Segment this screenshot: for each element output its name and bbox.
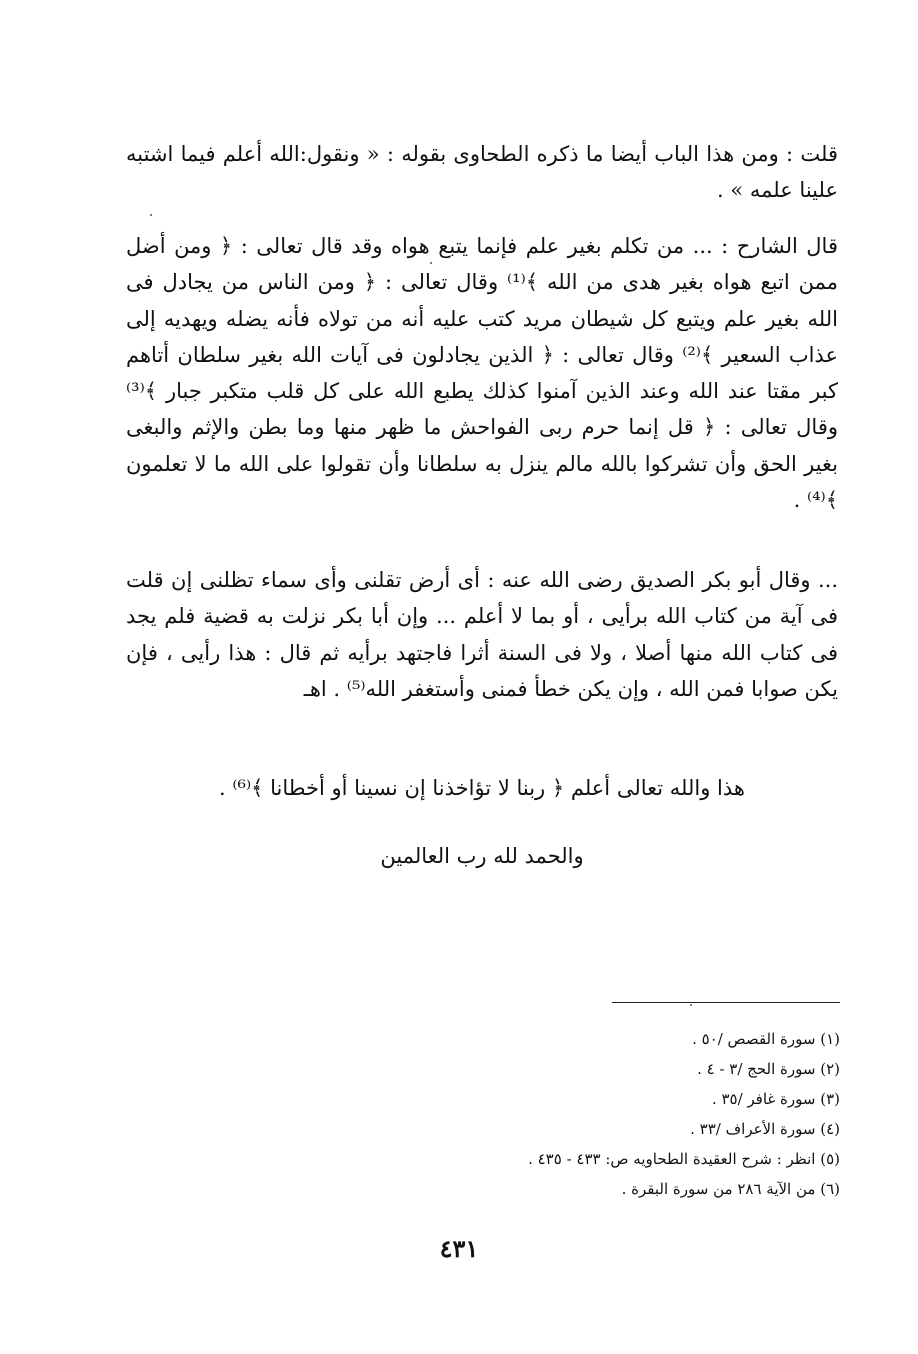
footnote-divider: [612, 1002, 840, 1003]
footnote-6: (٦) من الآية ٢٨٦ من سورة البقرة .: [621, 1180, 840, 1198]
paragraph-2: قال الشارح : ... من تكلم بغير علم فإنما يتبع هواه وقد قال تعالى : ﴿ ومن أضل ممن اتبع هواه بغير هدى من الله ﴾⁽¹⁾ وقال تعالى : ﴿ ومن الناس من يجادل فى الله بغير علم ويتبع كل شيطان مريد كتب عليه أنه من تولاه فأنه يضله ويهديه إلى عذاب السعير ﴾⁽²⁾ وقال تعالى : ﴿ الذين يجادلون فى آيات الله بغير سلطان أتاهم كبر مقتا عند الله وعند الذين آمنوا كذلك يطبع الله على كل قلب متكبر جبار ﴾⁽³⁾ وقال تعالى : ﴿ قل إنما حرم ربى الفواحش ما ظهر منها وما بطن والإثم والبغى بغير الحق وأن تشركوا بالله مالم ينزل به سلطانا وأن تقولوا على الله ما لا تعلمون ﴾⁽⁴⁾ .: [126, 234, 838, 513]
scan-speck: [690, 1004, 692, 1006]
page-number: ٤٣١: [439, 1234, 479, 1263]
footnote-3: (٣) سورة غافر /٣٥ .: [711, 1090, 840, 1108]
footnote-1: (١) سورة القصص /٥٠ .: [692, 1030, 840, 1048]
scan-speck: [150, 214, 152, 216]
footnote-4: (٤) سورة الأعراف /٣٣ .: [690, 1120, 840, 1138]
scan-speck: [430, 262, 432, 264]
paragraph-3: ... وقال أبو بكر الصديق رضى الله عنه : أى أرض تقلنى وأى سماء تظلنى إن قلت فى آية من كتاب الله برأيى ، أو بما لا أعلم ... وإن أبا بكر نزلت به قضية فلم يجد فى كتاب الله منها أصلا ، ولا فى السنة أثرا فاجتهد برأيه ثم قال : هذا رأيى ، فإن يكن صوابا فمن الله ، وإن يكن خطأ فمنى وأستغفر الله⁽⁵⁾ . اهـ: [126, 568, 838, 701]
footnote-2: (٢) سورة الحج /٣ - ٤ .: [697, 1060, 840, 1078]
footnote-5: (٥) انظر : شرح العقيدة الطحاويه ص: ٤٣٣ - ٤٣٥ .: [528, 1150, 840, 1168]
closing-line: هذا والله تعالى أعلم ﴿ ربنا لا تؤاخذنا إن نسينا أو أخطانا ﴾⁽⁶⁾ .: [219, 776, 745, 800]
footnotes-list: [300, 1024, 840, 1204]
praise-line: والحمد لله رب العالمين: [380, 844, 584, 868]
paragraph-1: قلت : ومن هذا الباب أيضا ما ذكره الطحاوى بقوله : « ونقول:الله أعلم فيما اشتبه علينا علمه » .: [126, 142, 838, 203]
